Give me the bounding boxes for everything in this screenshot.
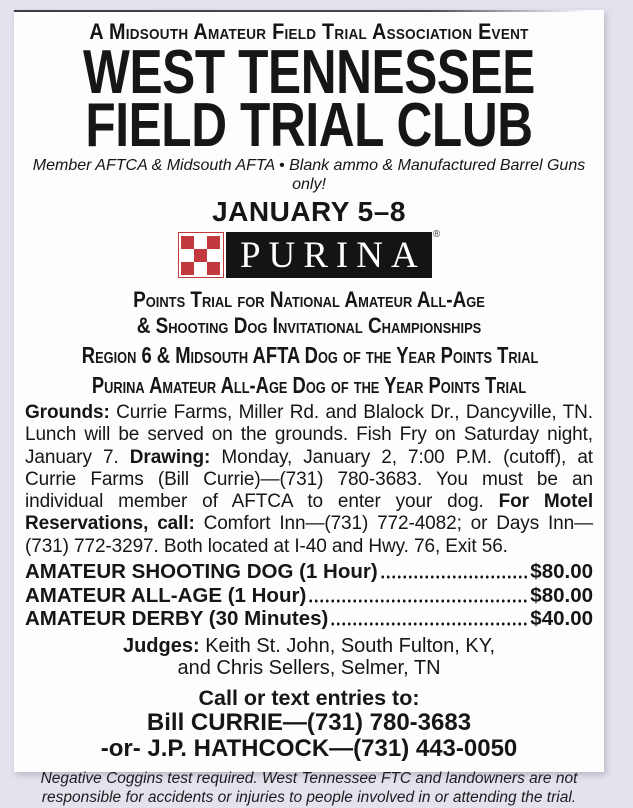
flyer-page <box>14 10 604 807</box>
purina-wordmark: PURINA <box>239 235 426 276</box>
paragraph-text-run: Monday, January 2, 7:00 P.M. (cutoff), at Currie Farms (Bill Currie)—(731) 780-3683. You must be an individual member of AFTCA to enter your dog. <box>25 446 593 513</box>
purina-wordmark-box <box>226 232 432 278</box>
dot-leader <box>330 607 527 631</box>
club-title-line-2: FIELD TRIAL CLUB <box>85 91 533 160</box>
checker-cell <box>181 236 194 249</box>
fee-price: $80.00 <box>530 560 593 584</box>
entry-fee-list <box>25 560 593 631</box>
checker-cell <box>181 249 194 262</box>
entry-contact-1: Bill CURRIE—(731) 780-3683 <box>146 708 472 736</box>
checker-cell <box>181 262 194 275</box>
grounds-and-drawing-paragraph <box>25 402 593 558</box>
judges-line-1 <box>25 635 593 658</box>
fee-label: AMATEUR ALL-AGE (1 Hour) <box>25 583 307 607</box>
event-association-banner: A Midsouth Amateur Field Trial Association Event <box>89 19 529 44</box>
paragraph-bold-run: For Motel Reservations, call: <box>25 491 593 535</box>
purina-points-trial-heading: Purina Amateur All-Age Dog of the Year Points Trial <box>91 372 527 398</box>
event-dates: JANUARY 5–8 <box>212 196 406 227</box>
fee-row <box>25 584 593 608</box>
paragraph-bold-run: Grounds: <box>25 402 117 423</box>
purina-logo <box>25 229 593 278</box>
club-title-line-1: WEST TENNESSEE <box>83 38 535 107</box>
fee-row <box>25 560 593 584</box>
judges-block <box>25 635 593 680</box>
fee-label: AMATEUR SHOOTING DOG (1 Hour) <box>25 560 378 584</box>
membership-note: Member AFTCA & Midsouth AFTA • Blank ammo & Manufactured Barrel Guns only! <box>32 157 586 193</box>
judge-1: Keith St. John, South Fulton, KY, <box>205 634 496 657</box>
paragraph-text-run: Comfort Inn—(731) 772-4082; or Days Inn—(731) 772-3297. Both located at I-40 and Hwy. 76, Exit 56. <box>25 513 593 557</box>
purina-checkerboard-icon <box>178 232 224 278</box>
checker-cell <box>194 236 207 249</box>
fee-price: $40.00 <box>530 607 593 631</box>
fee-label: AMATEUR DERBY (30 Minutes) <box>25 607 329 631</box>
dot-leader <box>308 584 527 608</box>
checker-cell <box>207 236 220 249</box>
registered-trademark-icon: ® <box>432 229 441 240</box>
points-trial-heading-line-2: & Shooting Dog Invitational Championships <box>136 313 482 338</box>
checker-cell <box>194 262 207 275</box>
checker-cell <box>207 262 220 275</box>
purina-lockup <box>178 229 441 278</box>
region-points-trial-heading: Region 6 & Midsouth AFTA Dog of the Year Points Trial <box>81 342 539 368</box>
paragraph-text-run: Currie Farms, Miller Rd. and Blalock Dr., Dancyville, TN. Lunch will be served on the grounds. Fish Fry on Saturday night, January 7. <box>25 402 593 468</box>
checkerboard-grid <box>181 236 220 275</box>
checker-cell <box>194 249 207 262</box>
entry-contact-2: -or- J.P. HATHCOCK—(731) 443-0050 <box>100 735 518 763</box>
judges-label: Judges: <box>122 634 200 657</box>
fee-row <box>25 607 593 631</box>
paragraph-bold-run: Drawing: <box>129 446 222 468</box>
checker-cell <box>207 249 220 262</box>
judges-line-2: and Chris Sellers, Selmer, TN <box>177 657 441 680</box>
points-trial-heading-line-1: Points Trial for National Amateur All-Age <box>133 287 485 312</box>
liability-disclaimer: Negative Coggins test required. West Tennessee FTC and landowners are not responsible for accidents or injuries to people involved in or attending the trial. <box>40 769 578 807</box>
entries-heading: Call or text entries to: <box>198 685 420 710</box>
fee-price: $80.00 <box>530 583 593 607</box>
dot-leader <box>380 560 528 584</box>
